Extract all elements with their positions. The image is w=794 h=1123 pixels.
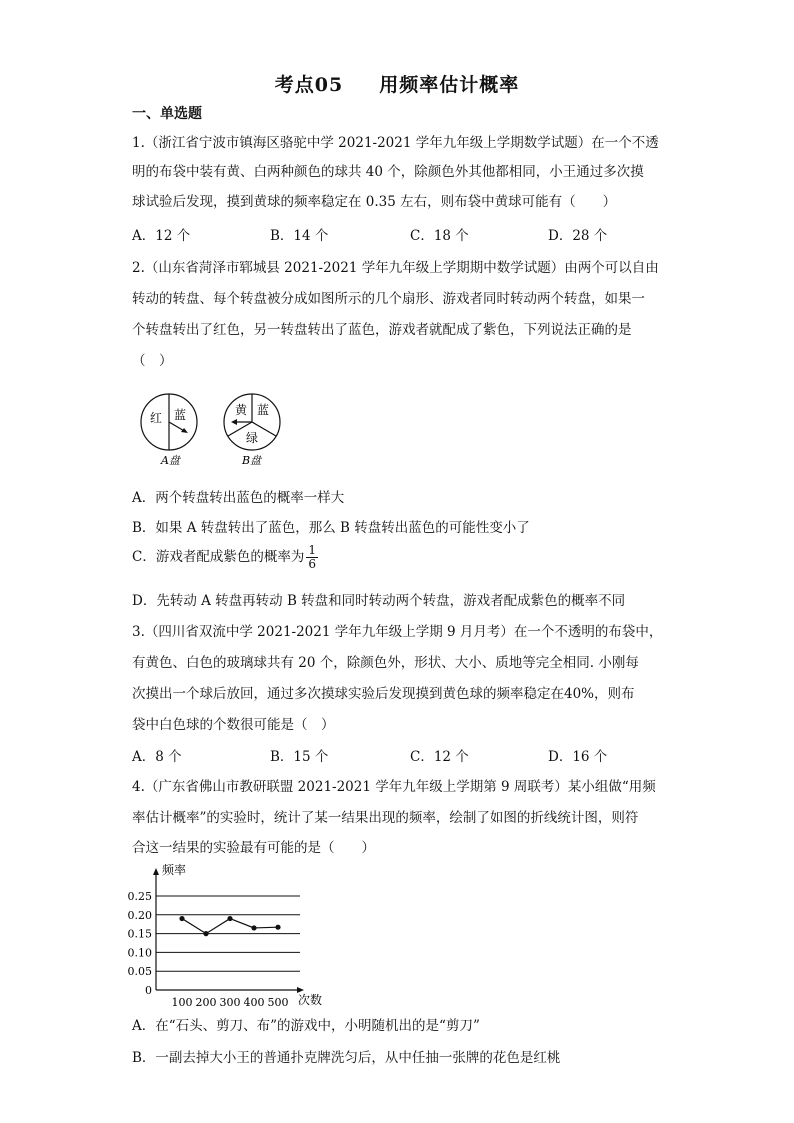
spinner-a-caption: A盘 [161, 454, 180, 467]
q2-option-b: B．如果 A 转盘转出了蓝色，那么 B 转盘转出蓝色的可能性变小了 [132, 520, 530, 536]
q3-line: 次摸出一个球后放回，通过多次摸球实验后发现摸到黄色球的频率稳定在40%，则布 [132, 686, 635, 702]
q4-line: 合这一结果的实验最有可能的是（ ） [132, 840, 375, 856]
spinner-b [224, 394, 280, 467]
q1-option-a: A．12 个 [132, 228, 191, 244]
section-heading: 一、单选题 [132, 106, 202, 122]
fraction: $\frac{1}{6}$ [308, 543, 316, 571]
q1-line: 明的布袋中装有黄、白两种颜色的球共 40 个，除颜色外其他都相同，小王通过多次摸 [132, 164, 644, 180]
q3-line: 袋中白色球的个数很可能是（ ） [132, 717, 335, 733]
y-tick-label: 0.10 [128, 946, 152, 960]
q3-option-a: A．8 个 [132, 749, 182, 765]
x-tick-label: 100 [171, 996, 193, 1008]
q3-line: 有黄色、白色的玻璃球共有 20 个，除颜色外，形状、大小、质地等完全相同. 小刚每 [132, 655, 639, 671]
data-point [251, 925, 256, 930]
q4-option-b: B．一副去掉大小王的普通扑克牌洗匀后，从中任抽一张牌的花色是红桃 [132, 1050, 561, 1066]
q1-option-d: D．28 个 [548, 228, 608, 244]
y-tick-label: 0.15 [128, 927, 152, 941]
y-axis-arrow [153, 868, 159, 875]
q2-option-a: A．两个转盘转出蓝色的概率一样大 [132, 490, 345, 506]
q3-option-c: C．12 个 [410, 749, 469, 765]
spinner-a-blue-label: 蓝 [174, 408, 187, 422]
y-tick-label: 0.25 [128, 890, 152, 903]
data-point [203, 931, 208, 936]
spinner-b-blue-label: 蓝 [257, 403, 270, 417]
spinner-b-yellow-label: 黄 [235, 403, 248, 417]
frequency-line-chart [128, 858, 328, 1008]
q1-line: 1.（浙江省宁波市镇海区骆驼中学 2021-2021 学年九年级上学期数学试题）在一个不透 [132, 135, 659, 151]
data-point [179, 916, 184, 921]
q4-option-a: A．在“石头、剪刀、布”的游戏中，小明随机出的是“剪刀” [132, 1018, 480, 1034]
spinner-b-green-label: 绿 [246, 431, 259, 445]
x-tick-label: 300 [219, 996, 241, 1008]
y-tick-label: 0.05 [128, 965, 152, 979]
q3-option-d: D．16 个 [548, 749, 608, 765]
q1-line: 球试验后发现，摸到黄球的频率稳定在 0.35 左右，则布袋中黄球可能有（ ） [132, 194, 617, 210]
data-point [275, 925, 280, 930]
data-point [227, 916, 232, 921]
spinner-a-red-label: 红 [150, 411, 163, 425]
q2-line: 个转盘转出了红色，另一转盘转出了蓝色，游戏者就配成了紫色，下列说法正确的是 [132, 322, 632, 338]
spinner-a [141, 394, 197, 467]
x-tick-label: 400 [243, 996, 265, 1008]
q1-option-c: C．18 个 [410, 228, 469, 244]
q1-option-b: B．14 个 [270, 228, 329, 244]
spinner-b-caption: B盘 [242, 454, 262, 467]
q4-line: 率估计概率”的实验时，统计了某一结果出现的频率，绘制了如图的折线统计图，则符 [132, 810, 639, 826]
q2-line: 2.（山东省菏泽市郓城县 2021-2021 学年九年级上学期期中数学试题）由两个可以自由 [132, 260, 659, 276]
q2-line: 转动的转盘、每个转盘被分成如图所示的几个扇形、游戏者同时转动两个转盘，如果一 [132, 291, 645, 307]
q4-line: 4.（广东省佛山市教研联盟 2021-2021 学年九年级上学期第 9 周联考）某小组做“用频 [132, 779, 656, 795]
q3-line: 3.（四川省双流中学 2021-2021 学年九年级上学期 9 月月考）在一个不透明的布袋中， [132, 624, 663, 640]
y-tick-label: 0.20 [128, 908, 152, 922]
x-axis-label: 次数 [298, 993, 323, 1007]
x-tick-label: 500 [267, 996, 289, 1008]
q3-option-b: B．15 个 [270, 749, 329, 765]
q2-option-d: D．先转动 A 转盘再转动 B 转盘和同时转动两个转盘，游戏者配成紫色的概率不同 [132, 593, 626, 609]
page-title: 考点05 用频率估计概率 [274, 74, 520, 96]
spinner-figure [136, 392, 296, 468]
y-axis-label: 频率 [162, 863, 187, 877]
x-tick-label: 200 [195, 996, 217, 1008]
y-tick-label: 0 [145, 984, 152, 997]
q2-option-c: C．游戏者配成紫色的概率为 $\frac{1}{6}$ [132, 543, 316, 571]
q2-line: （ ） [132, 353, 173, 369]
